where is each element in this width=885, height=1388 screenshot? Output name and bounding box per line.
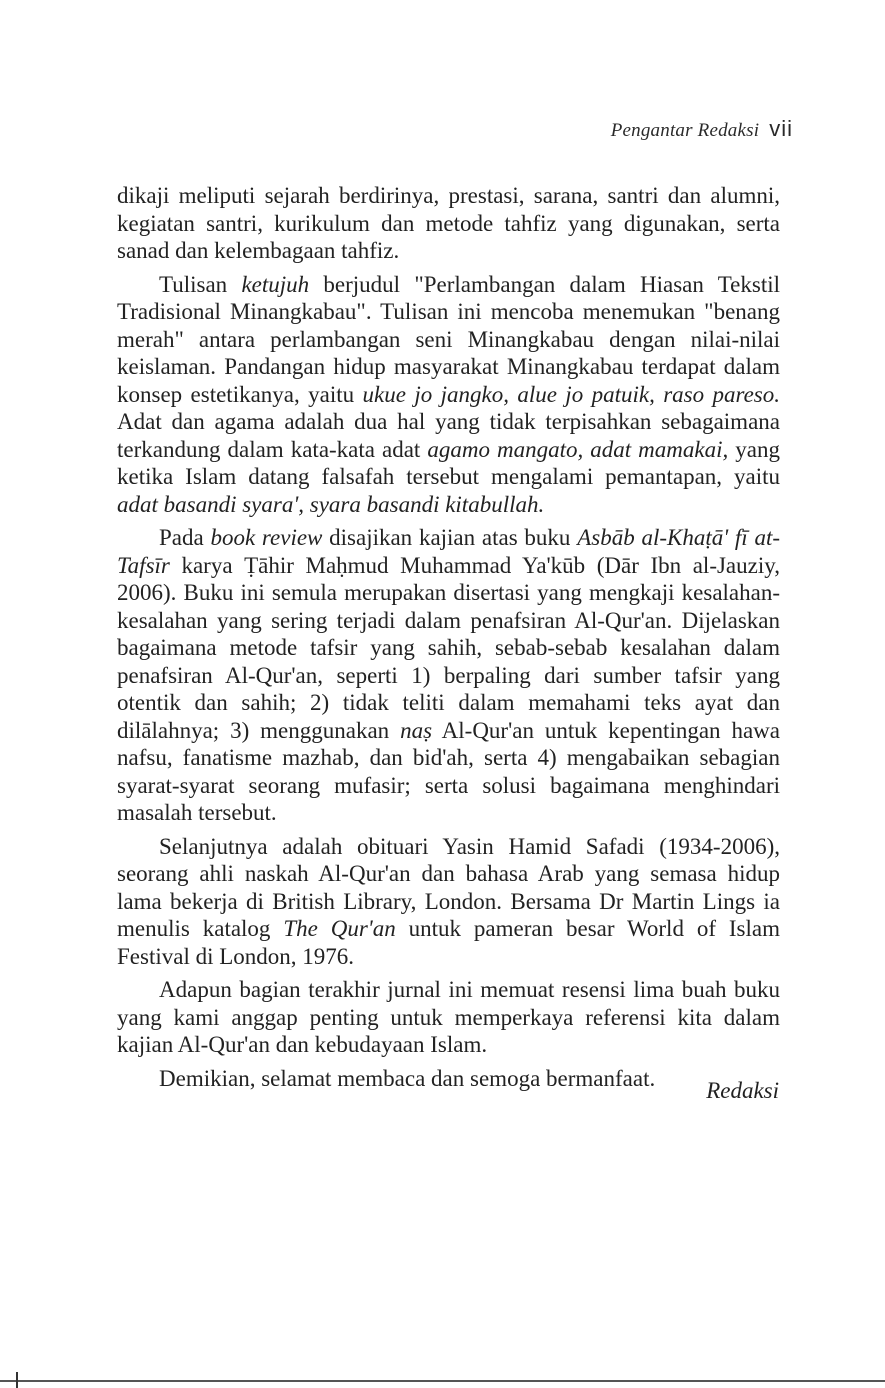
paragraph-3-text-e: karya Ṭāhir Maḥmud Muhammad Ya'kūb (Dār Ibn al-Jauziy, 2006). Buku ini semula merupakan disertasi yang mengkaji kesalahan-kesalahan yang sering terjadi dalam penafsiran Al-Qur'an. Dijelaskan bagaimana metode tafsir yang sahih, sebab-sebab kesalahan dalam penafsiran Al-Qur'an, seperti 1) berpaling dari sumber tafsir yang otentik dan sahih; 2) tidak teliti dalam memahami teks ayat dan dilālahnya; 3) menggunakan <box>117 552 780 743</box>
paragraph-6-text: Demikian, selamat membaca dan semoga bermanfaat. <box>159 1065 656 1091</box>
paragraph-5-text: Adapun bagian terakhir jurnal ini memuat resensi lima buah buku yang kami anggap penting untuk memperkaya referensi kita dalam kajian Al-Qur'an dan kebudayaan Islam. <box>117 977 780 1057</box>
scan-bottom-edge <box>0 1380 885 1382</box>
paragraph-3-italic-book-title: Asbāb al-Khaṭā' fī at-Tafsīr <box>117 525 780 578</box>
paragraph-2-text-g: yang ketika Islam datang falsafah tersebut mengalami pemantapan, yaitu <box>117 436 780 489</box>
paragraph-3-italic-nas: naṣ <box>400 717 433 743</box>
scan-corner-mark <box>16 1372 18 1388</box>
paragraph-2-text-e: Adat dan agama adalah dua hal yang tidak terpisahkan sebagaimana terkandung dalam kata-kata adat <box>117 409 780 462</box>
paragraph-continuation <box>117 182 780 265</box>
paragraph-3-text-g: Al-Qur'an untuk kepentingan hawa nafsu, fanatisme mazhab, dan bid'ah, serta 4) mengabaikan sebagian syarat-syarat seorang mufasir; serta solusi bagaimana menghindari masalah tersebut. <box>117 717 780 825</box>
paragraph-2-italic-adat-basandi: adat basandi syara', syara basandi kitabullah. <box>117 491 545 517</box>
paragraph-reviews <box>117 976 780 1059</box>
paragraph-2-italic-ketujuh: ketujuh <box>241 271 310 297</box>
paragraph-4-italic-catalog-title: The Qur'an <box>283 916 396 941</box>
paragraph-ketujuh <box>117 271 780 519</box>
header-title: Pengantar Redaksi <box>610 120 760 141</box>
page-number: vii <box>769 116 793 141</box>
signature: Redaksi <box>706 1078 779 1103</box>
paragraph-closing <box>117 1065 780 1093</box>
paragraph-2-text-a: Tulisan <box>159 271 242 297</box>
paragraph-3-italic-book-review: book review <box>210 525 323 550</box>
paragraph-book-review <box>117 524 780 827</box>
running-header <box>611 116 793 142</box>
body-text <box>117 182 780 1092</box>
paragraph-3-text-a: Pada <box>159 525 211 550</box>
paragraph-obituary <box>117 833 780 971</box>
paragraph-3-text-c: disajikan kajian atas buku <box>322 525 578 550</box>
paragraph-2-text-c: berjudul "Perlambangan dalam Hiasan Tekstil Tradisional Minangkabau". Tulisan ini mencoba menemukan "benang merah" antara perlambangan seni Minangkabau dengan nilai-nilai keislaman. Pandangan hidup masyarakat Minangkabau terdapat dalam konsep estetikanya, yaitu <box>117 271 780 407</box>
paragraph-4-text-c: untuk pameran besar World of Islam Festival di London, 1976. <box>117 916 781 969</box>
paragraph-2-italic-aesthetics: ukue jo jangko, alue jo patuik, raso pareso. <box>362 381 780 407</box>
paragraph-4-text-a: Selanjutnya adalah obituari Yasin Hamid Safadi (1934-2006), seorang ahli naskah Al-Qur'an dan bahasa Arab yang semasa hidup lama bekerja di British Library, London. Bersama Dr Martin Lings ia menulis katalog <box>117 833 780 941</box>
paragraph-2-italic-adat-phrase: agamo mangato, adat mamakai, <box>427 436 729 462</box>
paragraph-1-text: dikaji meliputi sejarah berdirinya, prestasi, sarana, santri dan alumni, kegiatan santri, kurikulum dan metode tahfiz yang digunakan, serta sanad dan kelembagaan tahfiz. <box>117 183 780 263</box>
